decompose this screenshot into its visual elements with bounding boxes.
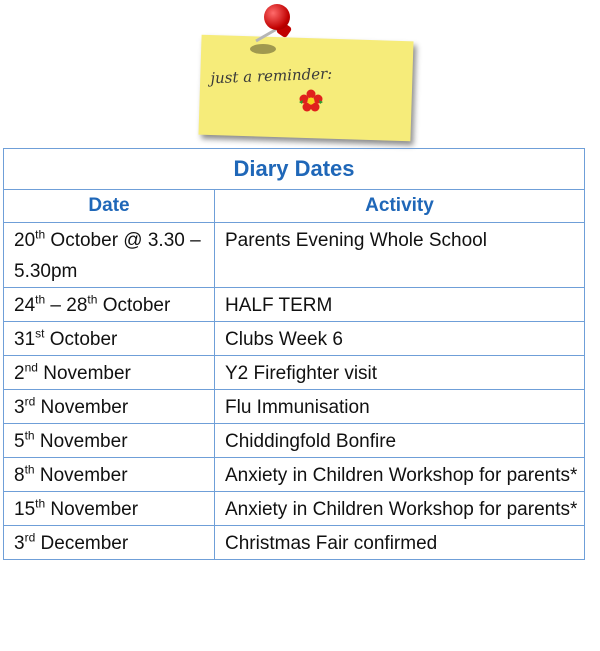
activity-cell: Y2 Firefighter visit: [215, 356, 585, 390]
ordinal-suffix: th: [24, 428, 35, 443]
activity-cell: Anxiety in Children Workshop for parents*: [215, 458, 585, 492]
date-text: November: [37, 363, 131, 384]
ordinal-suffix: rd: [24, 530, 36, 545]
activity-cell: HALF TERM: [215, 288, 585, 322]
date-text: 20: [14, 230, 36, 251]
date-cell: [4, 322, 215, 356]
activity-cell: Parents Evening Whole School: [215, 223, 585, 288]
date-text: – 28: [45, 295, 88, 316]
activity-cell: Anxiety in Children Workshop for parents*: [215, 492, 585, 526]
date-text: November: [34, 465, 128, 486]
pin-shadow: [250, 44, 276, 54]
activity-cell: Christmas Fair confirmed: [215, 526, 585, 560]
ordinal-suffix: rd: [24, 394, 36, 409]
date-cell: [4, 424, 215, 458]
pushpin-icon: [264, 4, 290, 30]
date-text: 3: [14, 397, 25, 418]
activity-cell: Clubs Week 6: [215, 322, 585, 356]
activity-cell: Chiddingfold Bonfire: [215, 424, 585, 458]
table-row: [4, 390, 585, 424]
ordinal-suffix: st: [35, 326, 45, 341]
table-row: [4, 288, 585, 322]
date-cell: [4, 492, 215, 526]
table-row: [4, 424, 585, 458]
table-row: [4, 356, 585, 390]
date-text: November: [45, 499, 139, 520]
date-text: November: [35, 397, 129, 418]
date-cell: [4, 288, 215, 322]
date-text: 15: [14, 499, 36, 520]
activity-column-header: Activity: [215, 190, 585, 223]
table-row: [4, 492, 585, 526]
date-text: 8: [14, 465, 25, 486]
date-text: October: [44, 329, 118, 350]
date-text: October @ 3.30 – 5.30pm: [14, 230, 201, 282]
ordinal-suffix: th: [87, 292, 98, 307]
ordinal-suffix: th: [35, 496, 46, 511]
date-text: 31: [14, 329, 36, 350]
date-column-header: Date: [4, 190, 215, 223]
ordinal-suffix: th: [35, 227, 46, 242]
ordinal-suffix: th: [24, 462, 35, 477]
ordinal-suffix: nd: [24, 360, 38, 375]
date-text: 5: [14, 431, 25, 452]
date-cell: [4, 526, 215, 560]
flower-icon: [298, 88, 324, 114]
date-text: 2: [14, 363, 25, 384]
date-text: 3: [14, 533, 25, 554]
date-text: October: [97, 295, 171, 316]
table-title: Diary Dates: [4, 149, 585, 190]
date-cell: [4, 356, 215, 390]
date-text: December: [35, 533, 129, 554]
table-row: [4, 526, 585, 560]
note-text: just a reminder:: [210, 64, 333, 88]
table-row: [4, 223, 585, 288]
table-row: [4, 322, 585, 356]
date-cell: [4, 390, 215, 424]
table-body: [4, 223, 585, 560]
activity-cell: Flu Immunisation: [215, 390, 585, 424]
date-text: November: [34, 431, 128, 452]
table-row: [4, 458, 585, 492]
date-cell: [4, 223, 215, 288]
diary-dates-table: [3, 148, 585, 560]
date-cell: [4, 458, 215, 492]
ordinal-suffix: th: [35, 292, 46, 307]
date-text: 24: [14, 295, 36, 316]
reminder-note-image: [196, 0, 422, 146]
